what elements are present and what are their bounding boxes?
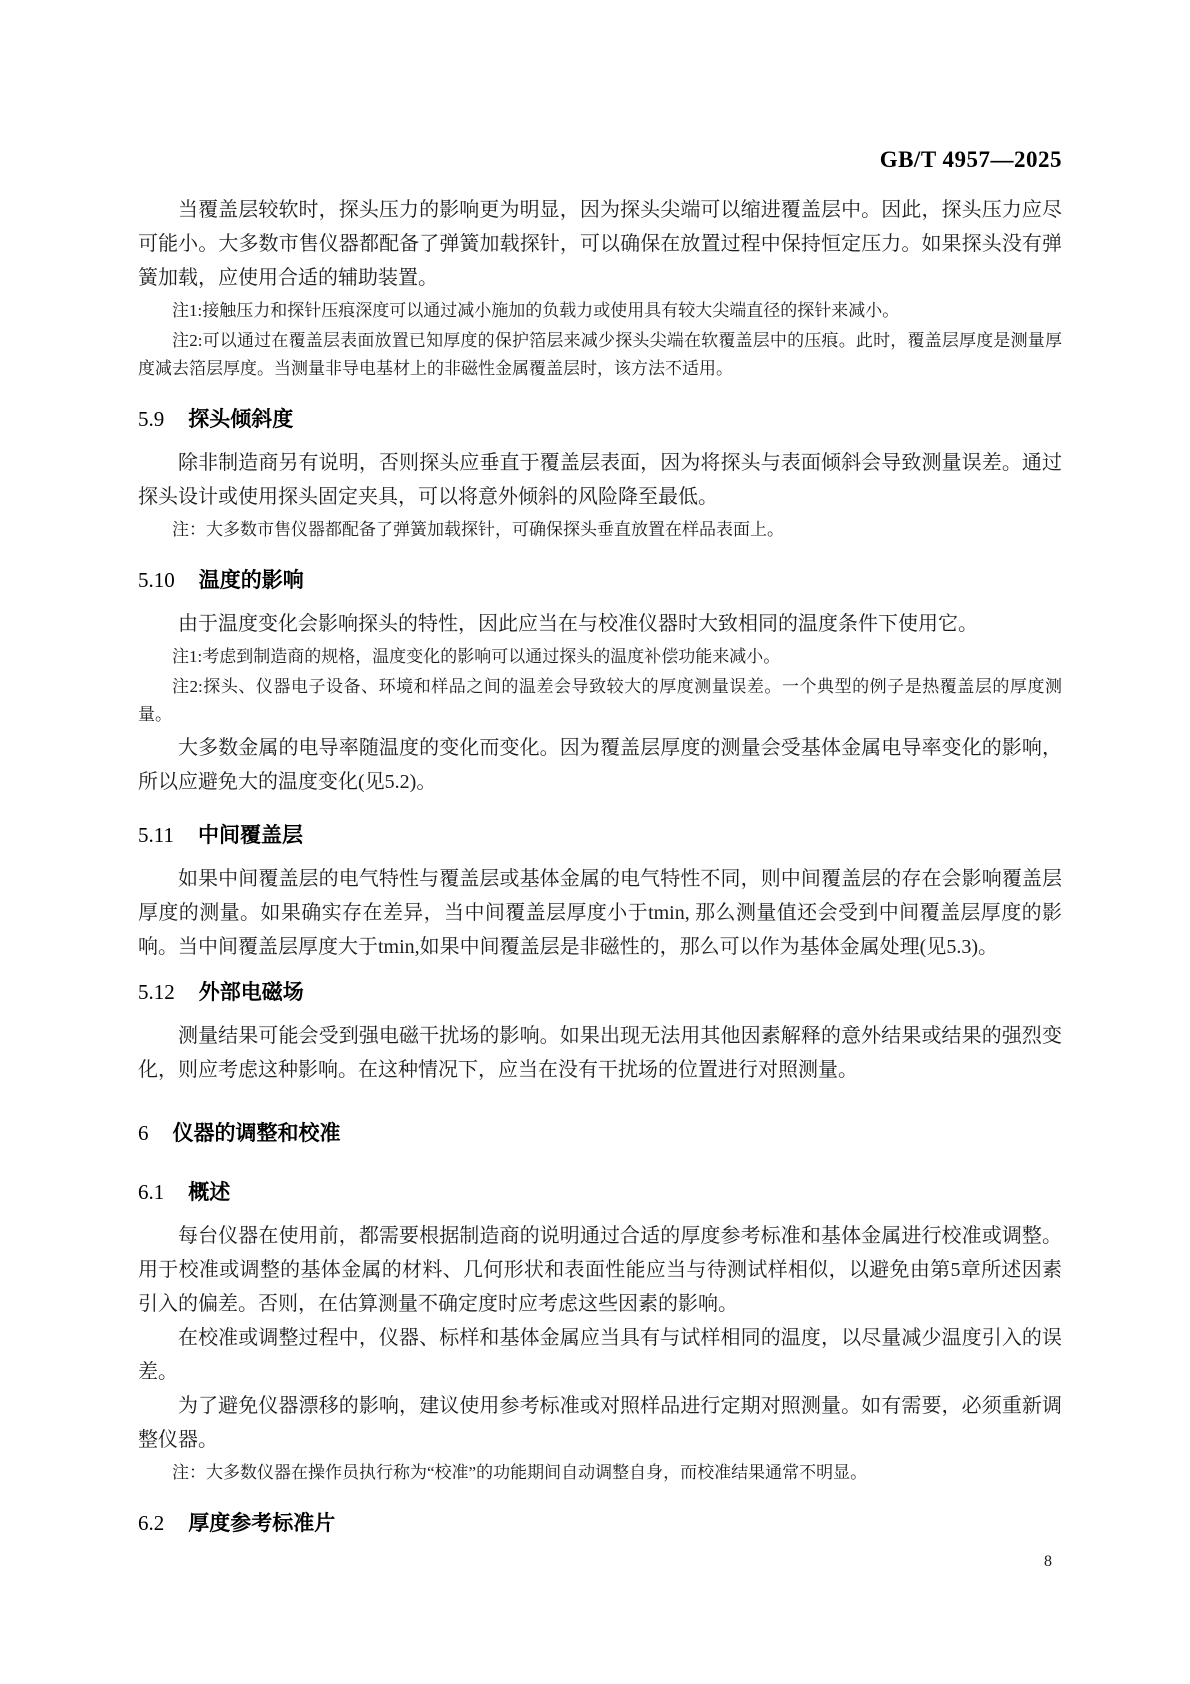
paragraph-5-10-b: 大多数金属的电导率随温度的变化而变化。因为覆盖层厚度的测量会受基体金属电导率变化的影响，所以应避免大的温度变化(见5.2)。 [138, 737, 1062, 793]
paragraph-probe-pressure: 当覆盖层较软时，探头压力的影响更为明显，因为探头尖端可以缩进覆盖层中。因此，探头压力应尽可能小。大多数市售仪器都配备了弹簧加载探针，可以确保在放置过程中保持恒定压力。如果探头没有弹簧加载，应使用合适的辅助装置。 [138, 199, 1062, 289]
page-number: 8 [1044, 1553, 1052, 1570]
section-number-5-9: 5.9 [138, 407, 165, 431]
section-heading-5-10 [138, 568, 1062, 593]
paragraph-5-10-a: 由于温度变化会影响探头的特性，因此应当在与校准仪器时大致相同的温度条件下使用它。 [178, 613, 978, 635]
section-number-6-1: 6.1 [138, 1180, 165, 1204]
note-2-5-10: 注2:探头、仪器电子设备、环境和样品之间的温差会导致较大的厚度测量误差。一个典型的例子是热覆盖层的厚度测量。 [138, 677, 1062, 724]
paragraph-6-1-b: 在校准或调整过程中，仪器、标样和基体金属应当具有与试样相同的温度，以尽量减少温度引入的误差。 [138, 1327, 1062, 1383]
note-6-1: 注：大多数仪器在操作员执行称为“校准”的功能期间自动调整自身，而校准结果通常不明显。 [172, 1463, 868, 1482]
note-1-probe-pressure: 注1:接触压力和探针压痕深度可以通过减小施加的负载力或使用具有较大尖端直径的探针来减小。 [172, 301, 900, 320]
section-title-6-1: 概述 [188, 1181, 231, 1204]
chapter-number-6: 6 [138, 1121, 149, 1145]
section-title-5-9: 探头倾斜度 [188, 408, 294, 431]
section-title-5-10: 温度的影响 [198, 569, 304, 592]
section-title-5-11: 中间覆盖层 [197, 824, 303, 847]
page-header [138, 147, 1062, 173]
note-2-probe-pressure: 注2:可以通过在覆盖层表面放置已知厚度的保护箔层来减少探头尖端在软覆盖层中的压痕。此时，覆盖层厚度是测量厚度减去箔层厚度。当测量非导电基材上的非磁性金属覆盖层时，该方法不适用。 [138, 331, 1062, 378]
section-heading-6-2 [138, 1511, 1062, 1536]
standard-number: GB/T 4957—2025 [879, 147, 1062, 172]
section-heading-6-1 [138, 1180, 1062, 1205]
paragraph-5-11: 如果中间覆盖层的电气特性与覆盖层或基体金属的电气特性不同，则中间覆盖层的存在会影响覆盖层厚度的测量。如果确实存在差异，当中间覆盖层厚度小于tmin, 那么测量值还会受到中间覆盖层厚度的影响。当中间覆盖层厚度大于tmin,如果中间覆盖层是非磁性的，那么可以作为基体金属处理(见5.3)。 [138, 868, 1062, 958]
paragraph-6-1-a: 每台仪器在使用前，都需要根据制造商的说明通过合适的厚度参考标准和基体金属进行校准或调整。用于校准或调整的基体金属的材料、几何形状和表面性能应当与待测试样相似，以避免由第5章所述因素引入的偏差。否则，在估算测量不确定度时应考虑这些因素的影响。 [138, 1225, 1062, 1315]
section-title-5-12: 外部电磁场 [198, 981, 304, 1004]
section-title-6-2: 厚度参考标准片 [188, 1512, 336, 1535]
paragraph-5-12: 测量结果可能会受到强电磁干扰场的影响。如果出现无法用其他因素解释的意外结果或结果的强烈变化，则应考虑这种影响。在这种情况下，应当在没有干扰场的位置进行对照测量。 [138, 1025, 1062, 1081]
note-5-9: 注：大多数市售仪器都配备了弹簧加载探针，可确保探头垂直放置在样品表面上。 [172, 520, 784, 539]
section-heading-5-11 [138, 823, 1062, 848]
paragraph-6-1-c: 为了避免仪器漂移的影响，建议使用参考标准或对照样品进行定期对照测量。如有需要，必须重新调整仪器。 [138, 1395, 1062, 1451]
note-1-5-10: 注1:考虑到制造商的规格，温度变化的影响可以通过探头的温度补偿功能来减小。 [172, 647, 781, 666]
chapter-title-6: 仪器的调整和校准 [172, 1122, 341, 1145]
chapter-heading-6 [138, 1121, 1062, 1146]
section-heading-5-12 [138, 980, 1062, 1005]
section-number-5-11: 5.11 [138, 823, 174, 847]
section-heading-5-9 [138, 407, 1062, 432]
paragraph-5-9: 除非制造商另有说明，否则探头应垂直于覆盖层表面，因为将探头与表面倾斜会导致测量误差。通过探头设计或使用探头固定夹具，可以将意外倾斜的风险降至最低。 [138, 452, 1062, 508]
section-number-6-2: 6.2 [138, 1511, 165, 1535]
section-number-5-10: 5.10 [138, 568, 175, 592]
section-number-5-12: 5.12 [138, 980, 175, 1004]
